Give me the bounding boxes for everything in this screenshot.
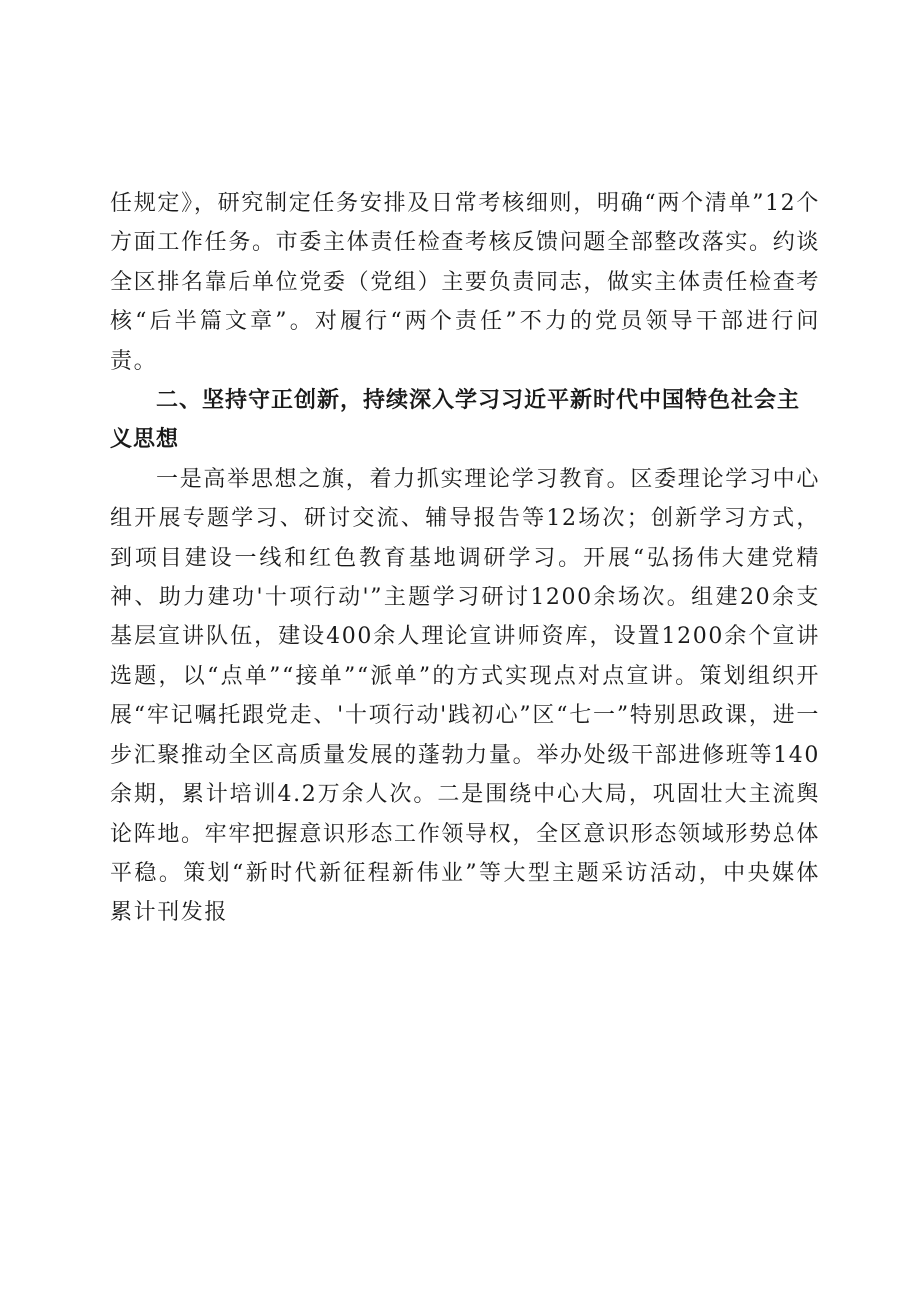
- paragraph-responsibility-inspection: 任规定》，研究制定任务安排及日常考核细则，明确“两个清单”12个方面工作任务。市委主体责任检查考核反馈问题全部整改落实。约谈全区排名靠后单位党委（党组）主要负责同志，做实主体责任检查考核“后半篇文章”。对履行“两个责任”不力的党员领导干部进行问责。: [110, 191, 820, 374]
- paragraph-theory-study: 一是高举思想之旗，着力抓实理论学习教育。区委理论学习中心组开展专题学习、研讨交流、辅导报告等12场次；创新学习方式，到项目建设一线和红色教育基地调研学习。开展“弘扬伟大建党精神、助力建功'十项行动'”主题学习研讨1200余场次。组建20余支基层宣讲队伍，建设400余人理论宣讲师资库，设置1200余个宣讲选题，以“点单”“接单”“派单”的方式实现点对点宣讲。策划组织开展“牢记嘱托跟党走、'十项行动'践初心”区“七一”特别思政课，进一步汇聚推动全区高质量发展的蓬勃力量。举办处级干部进修班等140余期，累计培训4.2万余人次。二是围绕中心大局，巩固壮大主流舆论阵地。牢牢把握意识形态工作领导权，全区意识形态领域形势总体平稳。策划“新时代新征程新伟业”等大型主题采访活动，中央媒体累计刊发报: [110, 466, 820, 926]
- document-body: [110, 184, 820, 933]
- section-heading-two: 二、坚持守正创新，持续深入学习习近平新时代中国特色社会主义思想: [110, 388, 801, 453]
